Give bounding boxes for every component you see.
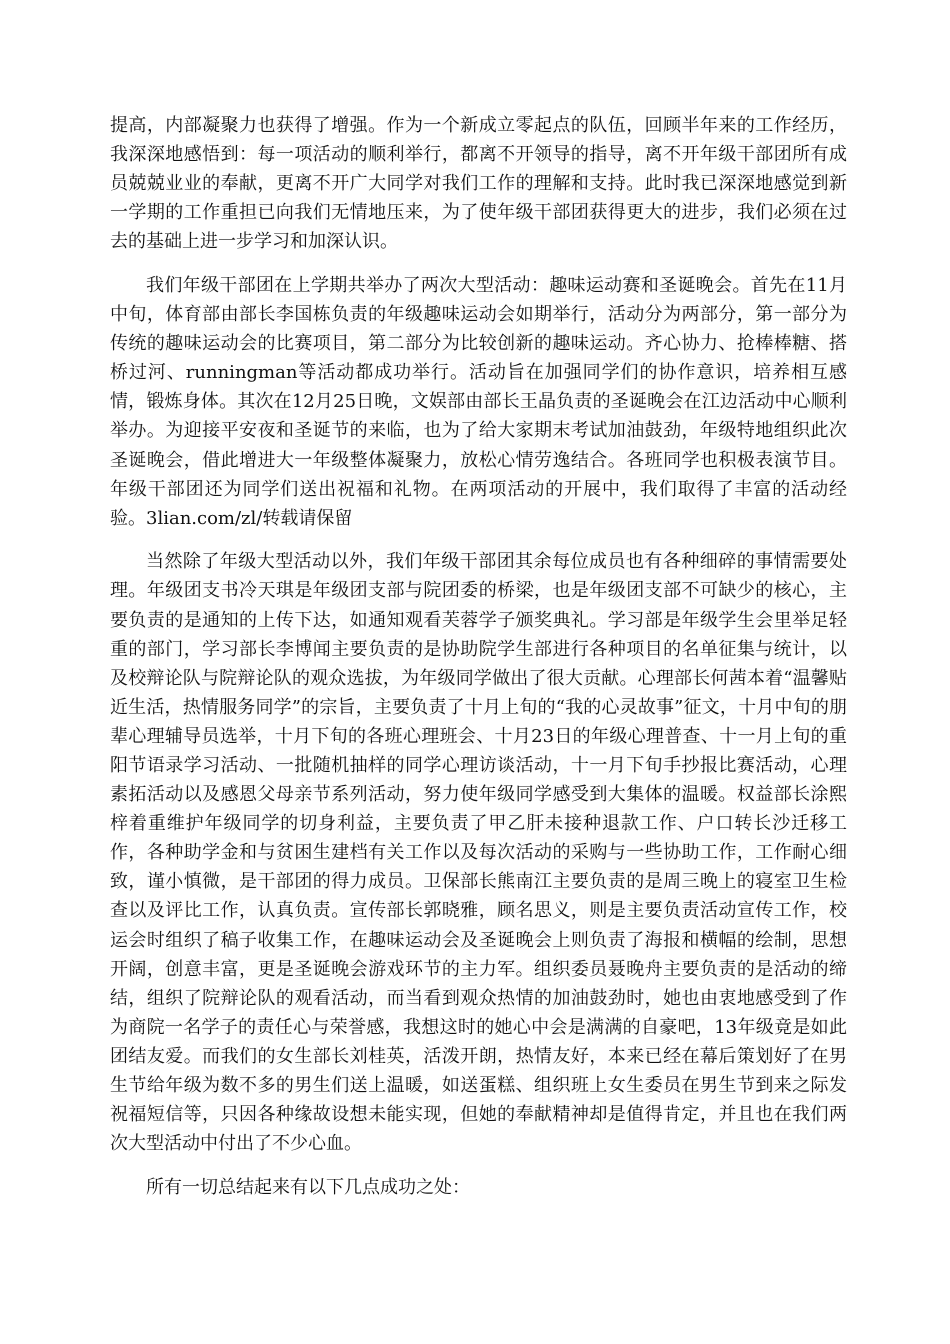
paragraph-gap <box>110 533 847 548</box>
document-page <box>110 111 847 1202</box>
paragraph-summary-lead: 所有一切总结起来有以下几点成功之处： <box>146 1177 470 1199</box>
paragraph-member-duties: 当然除了年级大型活动以外，我们年级干部团其余每位成员也有各种细碎的事情需要处理。年级团支书冷天琪是年级团支部与院团委的桥梁，也是年级团支部不可缺少的核心，主要负责的是通知的上传下达，如通知观看芙蓉学子颁奖典礼。学习部是年级学生会里举足轻重的部门，学习部长李博闻主要负责的是协助院学生部进行各种项目的名单征集与统计，以及校辩论队与院辩论队的观众选拔，为年级同学做出了很大贡献。心理部长何茜本着“温馨贴近生活，热情服务同学”的宗旨，主要负责了十月上旬的“我的心灵故事”征文，十月中旬的朋辈心理辅导员选举，十月下旬的各班心理班会、十月23日的年级心理普查、十一月上旬的重阳节语录学习活动、一批随机抽样的同学心理访谈活动，十一月下旬手抄报比赛活动，心理素拓活动以及感恩父母亲节系列活动，努力使年级同学感受到大集体的温暖。权益部长涂熙梓着重维护年级同学的切身利益，主要负责了甲乙肝未接种退款工作、户口转长沙迁移工作，各种助学金和与贫困生建档有关工作以及每次活动的采购与一些协助工作，工作耐心细致，谨小慎微，是干部团的得力成员。卫保部长熊南江主要负责的是周三晚上的寝室卫生检查以及评比工作，认真负责。宣传部长郭晓雅，顾名思义，则是主要负责活动宣传工作，校运会时组织了稿子收集工作，在趣味运动会及圣诞晚会上则负责了海报和横幅的绘制，思想开阔，创意丰富，更是圣诞晚会游戏环节的主力军。组织委员聂晚舟主要负责的是活动的缔结，组织了院辩论队的观看活动，而当看到观众热情的加油鼓劲时，她也由衷地感受到了作为商院一名学子的责任心与荣誉感，我想这时的她心中会是满满的自豪吧，13年级竟是如此团结友爱。而我们的女生部长刘桂英，活泼开朗，热情友好，本来已经在幕后策划好了在男生节给年级为数不多的男生们送上温暖，如送蛋糕、组织班上女生委员在男生节到来之际发祝福短信等，只因各种缘故设想未能实现，但她的奉献精神却是值得肯定，并且也在我们两次大型活动中付出了不少心血。 <box>110 551 847 1155</box>
paragraph-gap <box>110 1158 847 1173</box>
paragraph-major-activities: 我们年级干部团在上学期共举办了两次大型活动：趣味运动赛和圣诞晚会。首先在11月中旬，体育部由部长李国栋负责的年级趣味运动会如期举行，活动分为两部分，第一部分为传统的趣味运动会的比赛项目，第二部分为比较创新的趣味运动。齐心协力、抢棒棒糖、搭桥过河、runningman等活动都成功举行。活动旨在加强同学们的协作意识，培养相互感情，锻炼身体。其次在12月25日晚，文娱部由部长王晶负责的圣诞晚会在江边活动中心顺利举办。为迎接平安夜和圣诞节的来临，也为了给大家期末考试加油鼓劲，年级特地组织此次圣诞晚会，借此增进大一年级整体凝聚力，放松心情劳逸结合。各班同学也积极表演节目。年级干部团还为同学们送出祝福和礼物。在两项活动的开展中，我们取得了丰富的活动经验。3lian.com/zl/转载请保留 <box>110 274 847 529</box>
paragraph-intro: 提高，内部凝聚力也获得了增强。作为一个新成立零起点的队伍，回顾半年来的工作经历，我深深地感悟到：每一项活动的顺利举行，都离不开领导的指导，离不开年级干部团所有成员兢兢业业的奉献，更离不开广大同学对我们工作的理解和支持。此时我已深深地感觉到新一学期的工作重担已向我们无情地压来，为了使年级干部团获得更大的进步，我们必须在过去的基础上进一步学习和加深认识。 <box>110 115 847 253</box>
paragraph-gap <box>110 256 847 271</box>
